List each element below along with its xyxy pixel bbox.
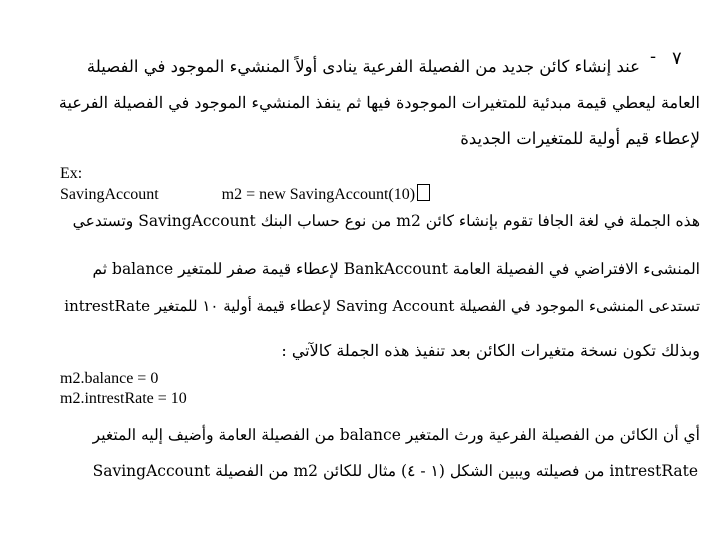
paragraph-2-line-1: هذه الجملة في لغة الجافا تقوم بإنشاء كائن m2 من نوع حساب البنك SavingAccount وتستدعي xyxy=(72,212,700,230)
paragraph-1-line-2: العامة ليعطي قيمة مبدئية للمتغيرات الموجودة فيها ثم ينفذ المنشيء الموجود في الفصيلة الفرعية xyxy=(58,93,700,112)
result-line-2: m2.intrestRate = 10 xyxy=(60,390,187,407)
item-number: ٧ xyxy=(672,48,682,69)
paragraph-1-line-3: لإعطاء قيم أولية للمتغيرات الجديدة xyxy=(460,129,700,148)
example-code-line xyxy=(60,184,430,204)
missing-glyph-box xyxy=(417,184,430,201)
example-code-type: SavingAccount xyxy=(60,186,159,203)
example-code-rest: m2 = new SavingAccount(10) xyxy=(221,186,416,203)
paragraph-2-line-4: وبذلك تكون نسخة متغيرات الكائن بعد تنفيذ هذه الجملة كالآتي : xyxy=(281,341,700,360)
item-dash: - xyxy=(650,46,657,67)
paragraph-2-line-2: المنشىء الافتراضي في الفصيلة العامة BankAccount لإعطاء قيمة صفر للمتغير balance ثم xyxy=(92,260,700,278)
paragraph-3-line-1: أي أن الكائن من الفصيلة الفرعية ورث المتغير balance من الفصيلة العامة وأضيف إليه المتغير xyxy=(92,426,700,444)
example-label: Ex: xyxy=(60,165,83,182)
paragraph-3-line-2: intrestRate من فصيلته ويبين الشكل (١ - ٤) مثال للكائن m2 من الفصيلة SavingAccount xyxy=(92,462,698,480)
paragraph-2-line-3: تستدعى المنشىء الموجود في الفصيلة Saving Account لإعطاء قيمة أولية ١٠ للمتغير intrestRate xyxy=(64,297,700,315)
result-line-1: m2.balance = 0 xyxy=(60,370,159,387)
paragraph-1-line-1: عند إنشاء كائن جديد من الفصيلة الفرعية ينادى أولاً المنشيء الموجود في الفصيلة xyxy=(86,57,640,76)
